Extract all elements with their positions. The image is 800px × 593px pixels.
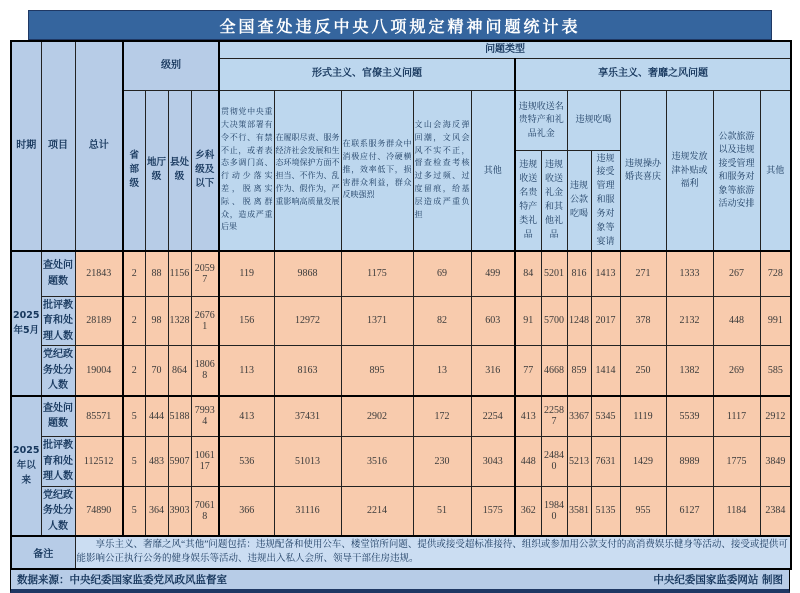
data-cell: 1414 — [591, 346, 620, 396]
header-allowance-col: 违规发放津补贴或福利 — [666, 90, 713, 251]
data-cell: 8163 — [274, 346, 341, 396]
data-cell: 3516 — [341, 437, 413, 487]
header-period: 时期 — [11, 41, 41, 251]
data-cell: 113 — [219, 346, 274, 396]
data-cell: 230 — [413, 437, 471, 487]
data-cell: 1175 — [341, 251, 413, 296]
data-cell: 9868 — [274, 251, 341, 296]
data-cell: 112512 — [75, 437, 123, 487]
data-cell: 119 — [219, 251, 274, 296]
data-cell: 156 — [219, 296, 274, 346]
data-cell: 483 — [145, 437, 168, 487]
data-cell: 51013 — [274, 437, 341, 487]
header-wedding-col: 违规操办婚丧喜庆 — [620, 90, 666, 251]
data-cell: 70 — [145, 346, 168, 396]
data-cell: 362 — [515, 486, 541, 536]
data-cell: 895 — [341, 346, 413, 396]
data-cell: 5188 — [168, 396, 191, 437]
header-formalism-other: 其他 — [471, 90, 515, 251]
data-cell: 1156 — [168, 251, 191, 296]
data-cell: 91 — [515, 296, 541, 346]
data-cell: 2384 — [760, 486, 791, 536]
data-cell: 5345 — [591, 396, 620, 437]
data-cell: 5 — [123, 396, 145, 437]
header-dining-group: 违规吃喝 — [567, 90, 620, 150]
data-cell: 70618 — [191, 486, 219, 536]
row-label: 批评教育和处理人数 — [41, 296, 75, 346]
data-cell: 5 — [123, 486, 145, 536]
data-cell: 1575 — [471, 486, 515, 536]
header-level-0: 省部级 — [123, 90, 145, 251]
data-cell: 536 — [219, 437, 274, 487]
table-row — [11, 437, 791, 487]
data-cell: 3903 — [168, 486, 191, 536]
data-cell: 269 — [713, 346, 760, 396]
data-cell: 21843 — [75, 251, 123, 296]
data-cell: 728 — [760, 251, 791, 296]
table-row — [11, 296, 791, 346]
data-cell: 378 — [620, 296, 666, 346]
data-cell: 2254 — [471, 396, 515, 437]
data-cell: 5 — [123, 437, 145, 487]
remark-label: 备注 — [11, 536, 75, 569]
data-cell: 3043 — [471, 437, 515, 487]
header-formalism-col-0: 贯彻党中央重大决策部署有令不行、有禁不止，或者表态多调门高、行动少落实差，脱离实际、脱离群众，造成严重后果 — [219, 90, 274, 251]
data-cell: 28189 — [75, 296, 123, 346]
data-cell: 250 — [620, 346, 666, 396]
credit-text: 中央纪委国家监委网站 制图 — [653, 573, 783, 586]
data-cell: 19840 — [541, 486, 567, 536]
header-hedonism-group: 享乐主义、奢靡之风问题 — [515, 58, 791, 90]
data-cell: 51 — [413, 486, 471, 536]
data-cell: 12972 — [274, 296, 341, 346]
data-cell: 20597 — [191, 251, 219, 296]
data-cell: 6127 — [666, 486, 713, 536]
header-item: 项目 — [41, 41, 75, 251]
data-cell: 1429 — [620, 437, 666, 487]
data-cell: 77 — [515, 346, 541, 396]
table-row — [11, 486, 791, 536]
data-source-text: 数据来源：中央纪委国家监委党风政风监督室 — [17, 573, 227, 586]
table-row — [11, 251, 791, 296]
header-dining-col-1: 违规接受管理和服务对象等宴请 — [591, 150, 620, 251]
data-cell: 13 — [413, 346, 471, 396]
row-label: 查处问题数 — [41, 251, 75, 296]
header-total: 总计 — [75, 41, 123, 251]
data-cell: 1248 — [567, 296, 591, 346]
remark-row — [11, 536, 791, 569]
data-cell: 1413 — [591, 251, 620, 296]
remark-text: 享乐主义、奢靡之风“其他”问题包括：违规配备和使用公车、楼堂馆所问题、提供或接受超标准接待、组织或参加用公款支付的高消费娱乐健身等活动、接受或提供可能影响公正执行公务的健身娱乐等活动、违规出入私人会所、领导干部住房违规。 — [75, 536, 791, 569]
row-label: 党纪政务处分人数 — [41, 346, 75, 396]
header-formalism-group: 形式主义、官僚主义问题 — [219, 58, 515, 90]
data-cell: 4668 — [541, 346, 567, 396]
data-cell: 106117 — [191, 437, 219, 487]
data-cell: 499 — [471, 251, 515, 296]
data-cell: 2132 — [666, 296, 713, 346]
header-formalism-col-3: 文山会海反弹回潮，文风会风不实不正，督查检查考核过多过频、过度留痕，给基层造成严重负担 — [413, 90, 471, 251]
header-formalism-col-2: 在联系服务群众中消极应付、冷硬横推，效率低下，损害群众利益，群众反映强烈 — [341, 90, 413, 251]
data-cell: 364 — [145, 486, 168, 536]
data-cell: 955 — [620, 486, 666, 536]
data-cell: 5135 — [591, 486, 620, 536]
data-cell: 864 — [168, 346, 191, 396]
data-cell: 5213 — [567, 437, 591, 487]
data-cell: 26761 — [191, 296, 219, 346]
header-hedonism-other: 其他 — [760, 90, 791, 251]
data-cell: 991 — [760, 296, 791, 346]
header-level-1: 地厅级 — [145, 90, 168, 251]
data-cell: 5700 — [541, 296, 567, 346]
data-cell: 271 — [620, 251, 666, 296]
table-row — [11, 396, 791, 437]
data-cell: 413 — [219, 396, 274, 437]
data-cell: 585 — [760, 346, 791, 396]
data-cell: 2902 — [341, 396, 413, 437]
header-problem-type: 问题类型 — [219, 41, 791, 58]
row-label: 批评教育和处理人数 — [41, 437, 75, 487]
data-cell: 69 — [413, 251, 471, 296]
data-cell: 444 — [145, 396, 168, 437]
data-cell: 1382 — [666, 346, 713, 396]
period-label: 2025年以来 — [11, 396, 41, 537]
data-cell: 172 — [413, 396, 471, 437]
table-row — [11, 346, 791, 396]
data-cell: 816 — [567, 251, 591, 296]
data-cell: 603 — [471, 296, 515, 346]
data-cell: 2 — [123, 251, 145, 296]
data-cell: 2017 — [591, 296, 620, 346]
header-gifts-col-0: 违规收送名贵特产类礼品 — [515, 150, 541, 251]
data-cell: 3849 — [760, 437, 791, 487]
page-title: 全国查处违反中央八项规定精神问题统计表 — [28, 10, 772, 40]
data-cell: 79934 — [191, 396, 219, 437]
data-cell: 448 — [515, 437, 541, 487]
data-cell: 1775 — [713, 437, 760, 487]
data-cell: 22587 — [541, 396, 567, 437]
data-cell: 85571 — [75, 396, 123, 437]
data-cell: 859 — [567, 346, 591, 396]
data-cell: 3581 — [567, 486, 591, 536]
data-cell: 413 — [515, 396, 541, 437]
data-cell: 24840 — [541, 437, 567, 487]
header-level-3: 乡科级及以下 — [191, 90, 219, 251]
data-cell: 84 — [515, 251, 541, 296]
data-cell: 74890 — [75, 486, 123, 536]
data-cell: 1119 — [620, 396, 666, 437]
data-cell: 5539 — [666, 396, 713, 437]
header-dining-col-0: 违规公款吃喝 — [567, 150, 591, 251]
row-label: 党纪政务处分人数 — [41, 486, 75, 536]
statistics-table — [10, 40, 792, 570]
data-cell: 5907 — [168, 437, 191, 487]
data-cell: 2912 — [760, 396, 791, 437]
data-cell: 82 — [413, 296, 471, 346]
row-label: 查处问题数 — [41, 396, 75, 437]
data-cell: 2214 — [341, 486, 413, 536]
data-cell: 267 — [713, 251, 760, 296]
header-travel-col: 公款旅游以及违规接受管理和服务对象等旅游活动安排 — [713, 90, 760, 251]
data-cell: 31116 — [274, 486, 341, 536]
header-formalism-col-1: 在履职尽责、服务经济社会发展和生态环境保护方面不担当、不作为、乱作为、假作为，严重影响高质量发展 — [274, 90, 341, 251]
data-cell: 18068 — [191, 346, 219, 396]
header-level-group: 级别 — [123, 41, 219, 90]
footer-bar — [10, 570, 790, 593]
data-cell: 7631 — [591, 437, 620, 487]
data-cell: 5201 — [541, 251, 567, 296]
header-gifts-group: 违规收送名贵特产和礼品礼金 — [515, 90, 567, 150]
data-cell: 8989 — [666, 437, 713, 487]
data-cell: 3367 — [567, 396, 591, 437]
data-cell: 448 — [713, 296, 760, 346]
data-cell: 1184 — [713, 486, 760, 536]
data-cell: 1371 — [341, 296, 413, 346]
data-cell: 2 — [123, 346, 145, 396]
header-level-2: 县处级 — [168, 90, 191, 251]
data-cell: 316 — [471, 346, 515, 396]
data-cell: 366 — [219, 486, 274, 536]
data-cell: 2 — [123, 296, 145, 346]
data-cell: 98 — [145, 296, 168, 346]
header-gifts-col-1: 违规收送礼金和其他礼品 — [541, 150, 567, 251]
period-label: 2025年5月 — [11, 251, 41, 396]
data-cell: 37431 — [274, 396, 341, 437]
data-cell: 1333 — [666, 251, 713, 296]
data-cell: 1328 — [168, 296, 191, 346]
data-cell: 1117 — [713, 396, 760, 437]
data-cell: 88 — [145, 251, 168, 296]
data-cell: 19004 — [75, 346, 123, 396]
